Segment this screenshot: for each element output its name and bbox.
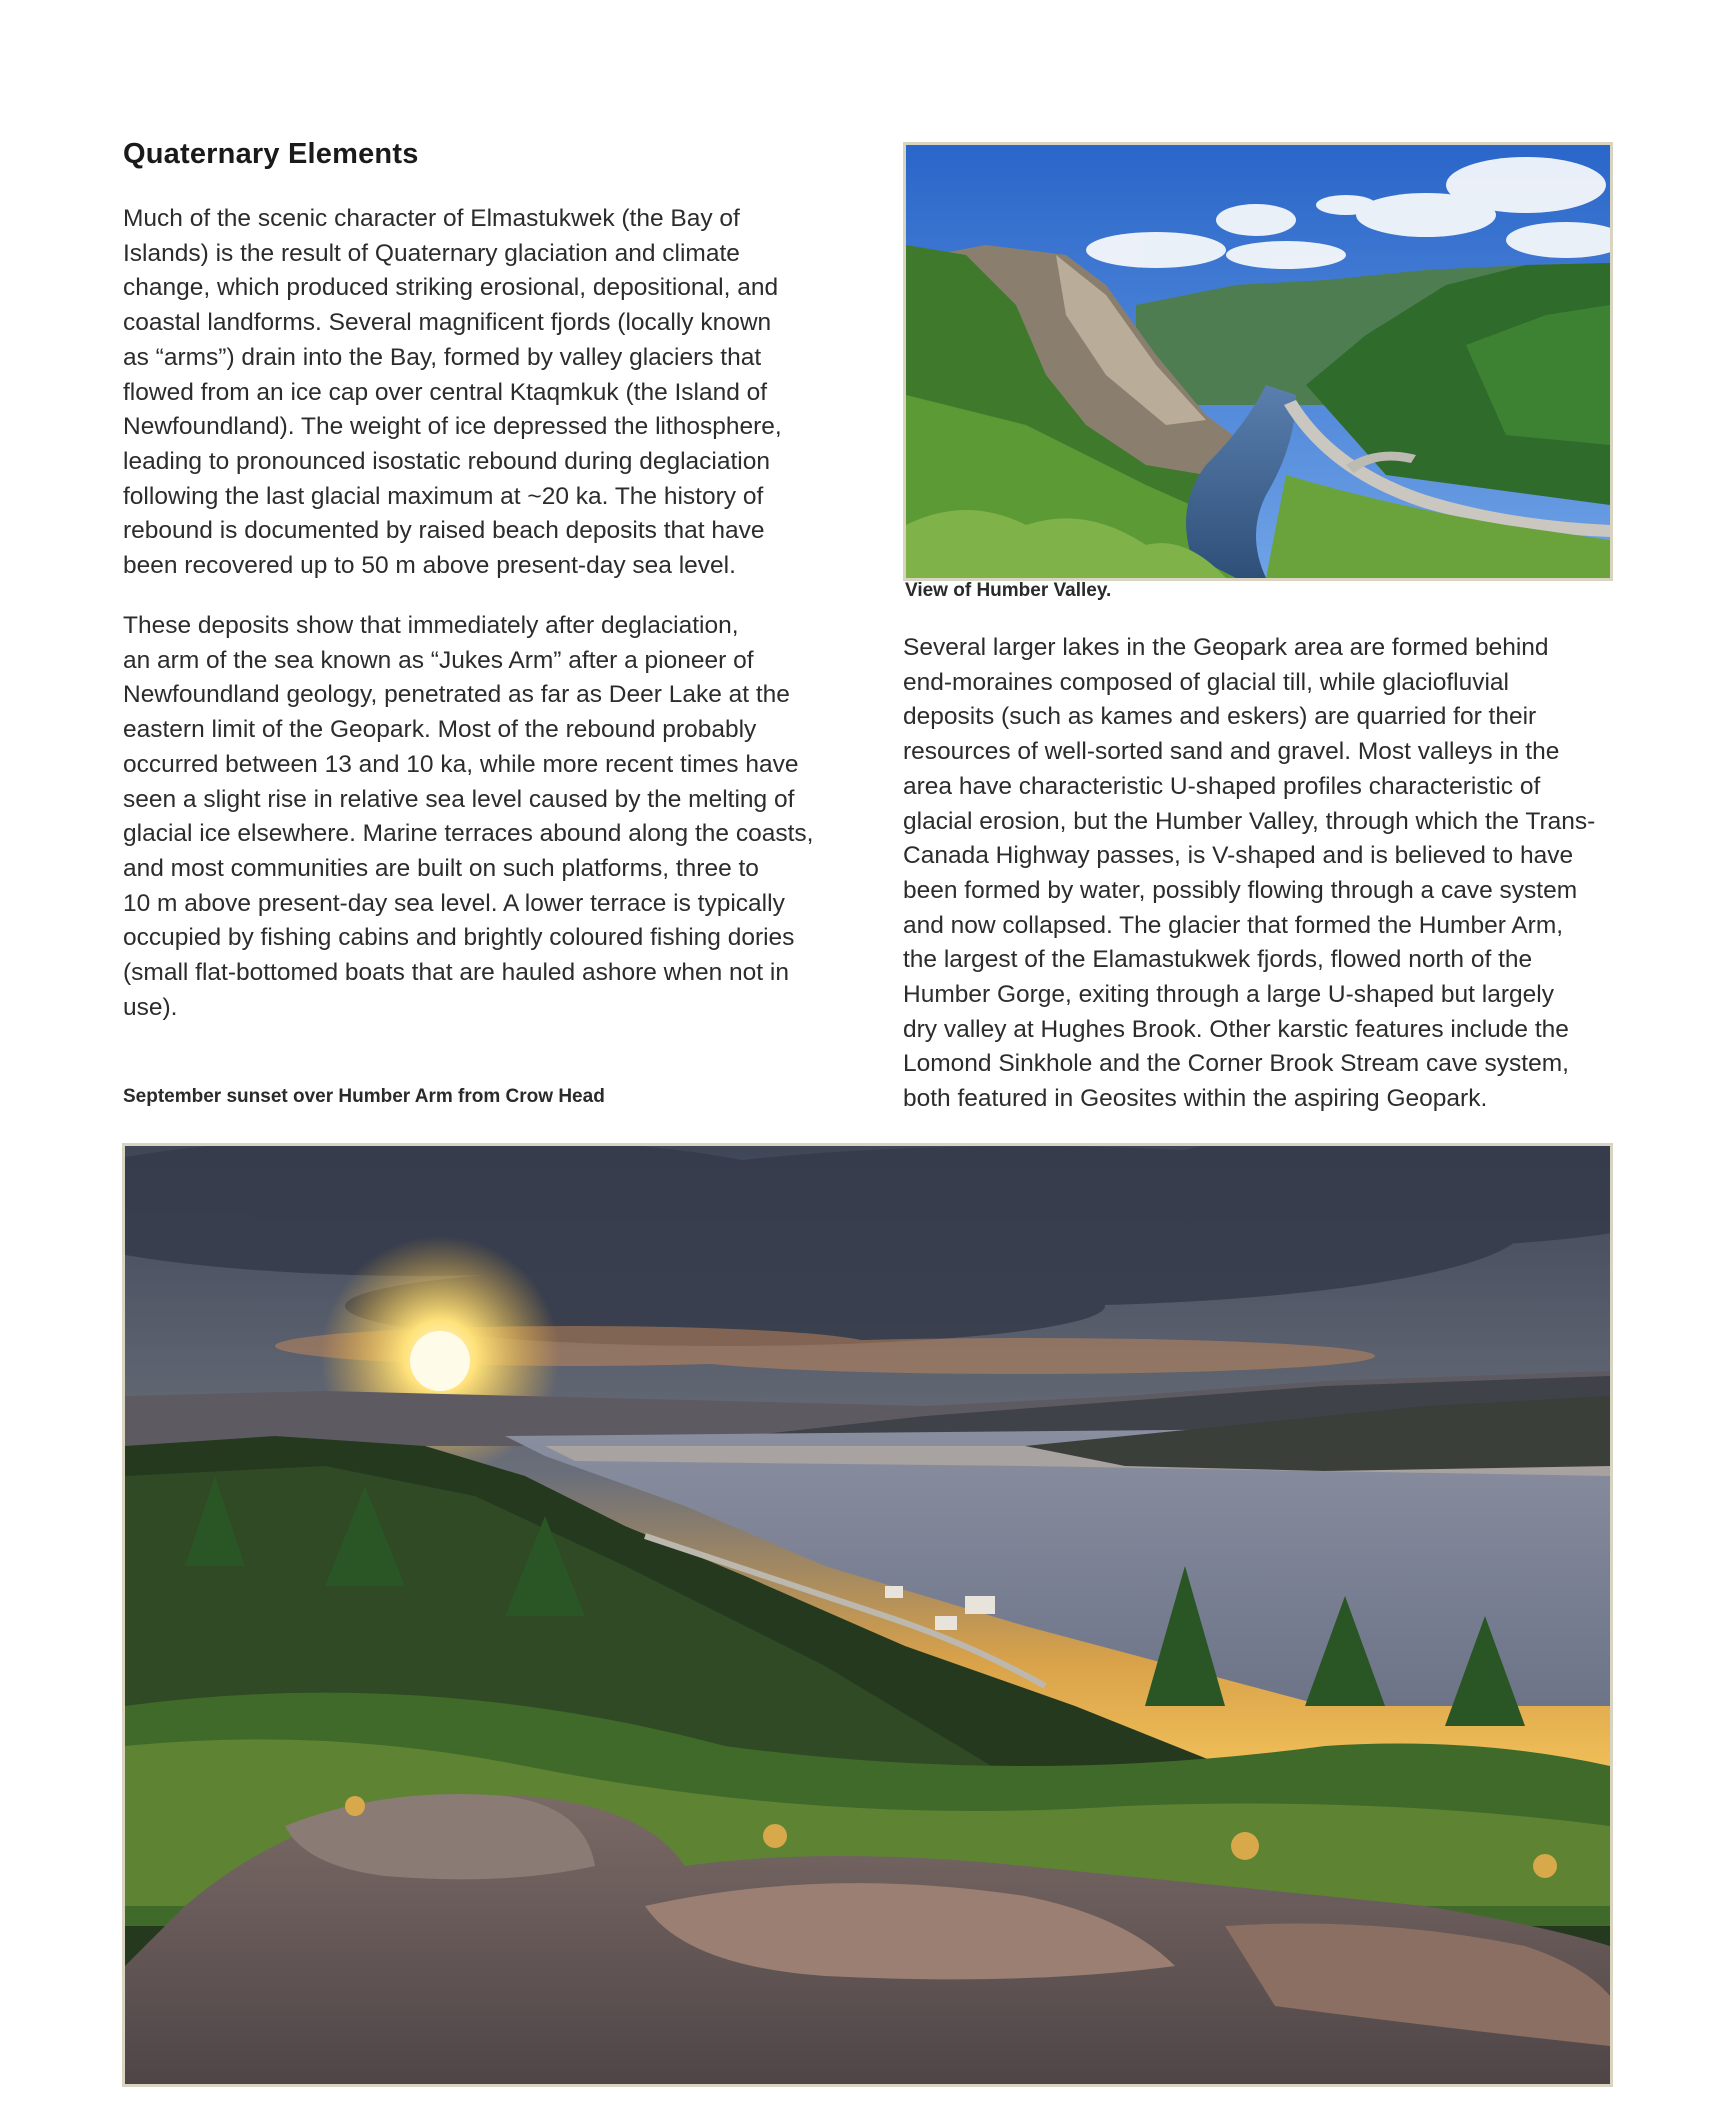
- text-line: the largest of the Elamastukwek fjords, flowed north of the: [903, 946, 1533, 974]
- text-line: occupied by fishing cabins and brightly coloured fishing dories: [123, 924, 795, 952]
- text-line: and now collapsed. The glacier that formed the Humber Arm,: [903, 911, 1564, 939]
- text-line: an arm of the sea known as “Jukes Arm” after a pioneer of: [123, 646, 754, 674]
- humber-arm-sunset-photo: [122, 1143, 1613, 2087]
- paragraph-2: [123, 609, 835, 1025]
- paragraph-1: [123, 202, 823, 584]
- text-line: rebound is documented by raised beach deposits that have: [123, 517, 765, 545]
- text-line: Humber Gorge, exiting through a large U-shaped but largely: [903, 981, 1554, 1009]
- text-line: flowed from an ice cap over central Ktaqmkuk (the Island of: [123, 378, 768, 406]
- text-line: (small flat-bottomed boats that are hauled ashore when not in: [123, 959, 789, 987]
- text-line: been recovered up to 50 m above present-day sea level.: [123, 552, 736, 580]
- text-line: change, which produced striking erosional, depositional, and: [123, 274, 779, 302]
- text-line: Newfoundland geology, penetrated as far as Deer Lake at the: [123, 681, 790, 709]
- humber-valley-photo: [903, 142, 1613, 581]
- text-line: been formed by water, possibly flowing through a cave system: [903, 876, 1578, 904]
- text-line: glacial ice elsewhere. Marine terraces abound along the coasts,: [123, 820, 814, 848]
- text-line: dry valley at Hughes Brook. Other karstic features include the: [903, 1015, 1569, 1043]
- text-line: eastern limit of the Geopark. Most of the rebound probably: [123, 716, 757, 744]
- text-line: following the last glacial maximum at ~20 ka. The history of: [123, 482, 764, 510]
- paragraph-3: [903, 631, 1615, 1117]
- text-line: glacial erosion, but the Humber Valley, through which the Trans-: [903, 807, 1596, 835]
- text-line: coastal landforms. Several magnificent fjords (locally known: [123, 309, 772, 337]
- humber-arm-sunset-image: [125, 1146, 1610, 2084]
- text-line: use).: [123, 993, 178, 1021]
- text-line: deposits (such as kames and eskers) are quarried for their: [903, 703, 1537, 731]
- text-line: area have characteristic U-shaped profiles characteristic of: [903, 772, 1541, 800]
- text-line: as “arms”) drain into the Bay, formed by valley glaciers that: [123, 343, 762, 371]
- section-heading: Quaternary Elements: [123, 138, 419, 170]
- text-line: end-moraines composed of glacial till, while glaciofluvial: [903, 668, 1509, 696]
- text-line: Much of the scenic character of Elmastukwek (the Bay of: [123, 205, 740, 232]
- text-line: leading to pronounced isostatic rebound during deglaciation: [123, 447, 770, 475]
- text-line: Lomond Sinkhole and the Corner Brook Stream cave system,: [903, 1050, 1569, 1078]
- text-line: Canada Highway passes, is V-shaped and is believed to have: [903, 842, 1574, 870]
- text-line: resources of well-sorted sand and gravel. Most valleys in the: [903, 738, 1560, 766]
- humber-valley-image: [906, 145, 1610, 578]
- text-line: These deposits show that immediately after deglaciation,: [123, 612, 739, 639]
- text-line: Newfoundland). The weight of ice depressed the lithosphere,: [123, 413, 782, 441]
- humber-valley-caption: View of Humber Valley.: [905, 580, 1112, 601]
- sunset-caption: September sunset over Humber Arm from Crow Head: [123, 1086, 605, 1107]
- text-line: 10 m above present-day sea level. A lower terrace is typically: [123, 889, 785, 917]
- text-line: occurred between 13 and 10 ka, while more recent times have: [123, 750, 799, 778]
- text-line: seen a slight rise in relative sea level caused by the melting of: [123, 785, 795, 813]
- text-line: Several larger lakes in the Geopark area are formed behind: [903, 634, 1549, 661]
- text-line: both featured in Geosites within the aspiring Geopark.: [903, 1085, 1488, 1113]
- text-line: and most communities are built on such platforms, three to: [123, 854, 759, 882]
- text-line: Islands) is the result of Quaternary glaciation and climate: [123, 239, 740, 267]
